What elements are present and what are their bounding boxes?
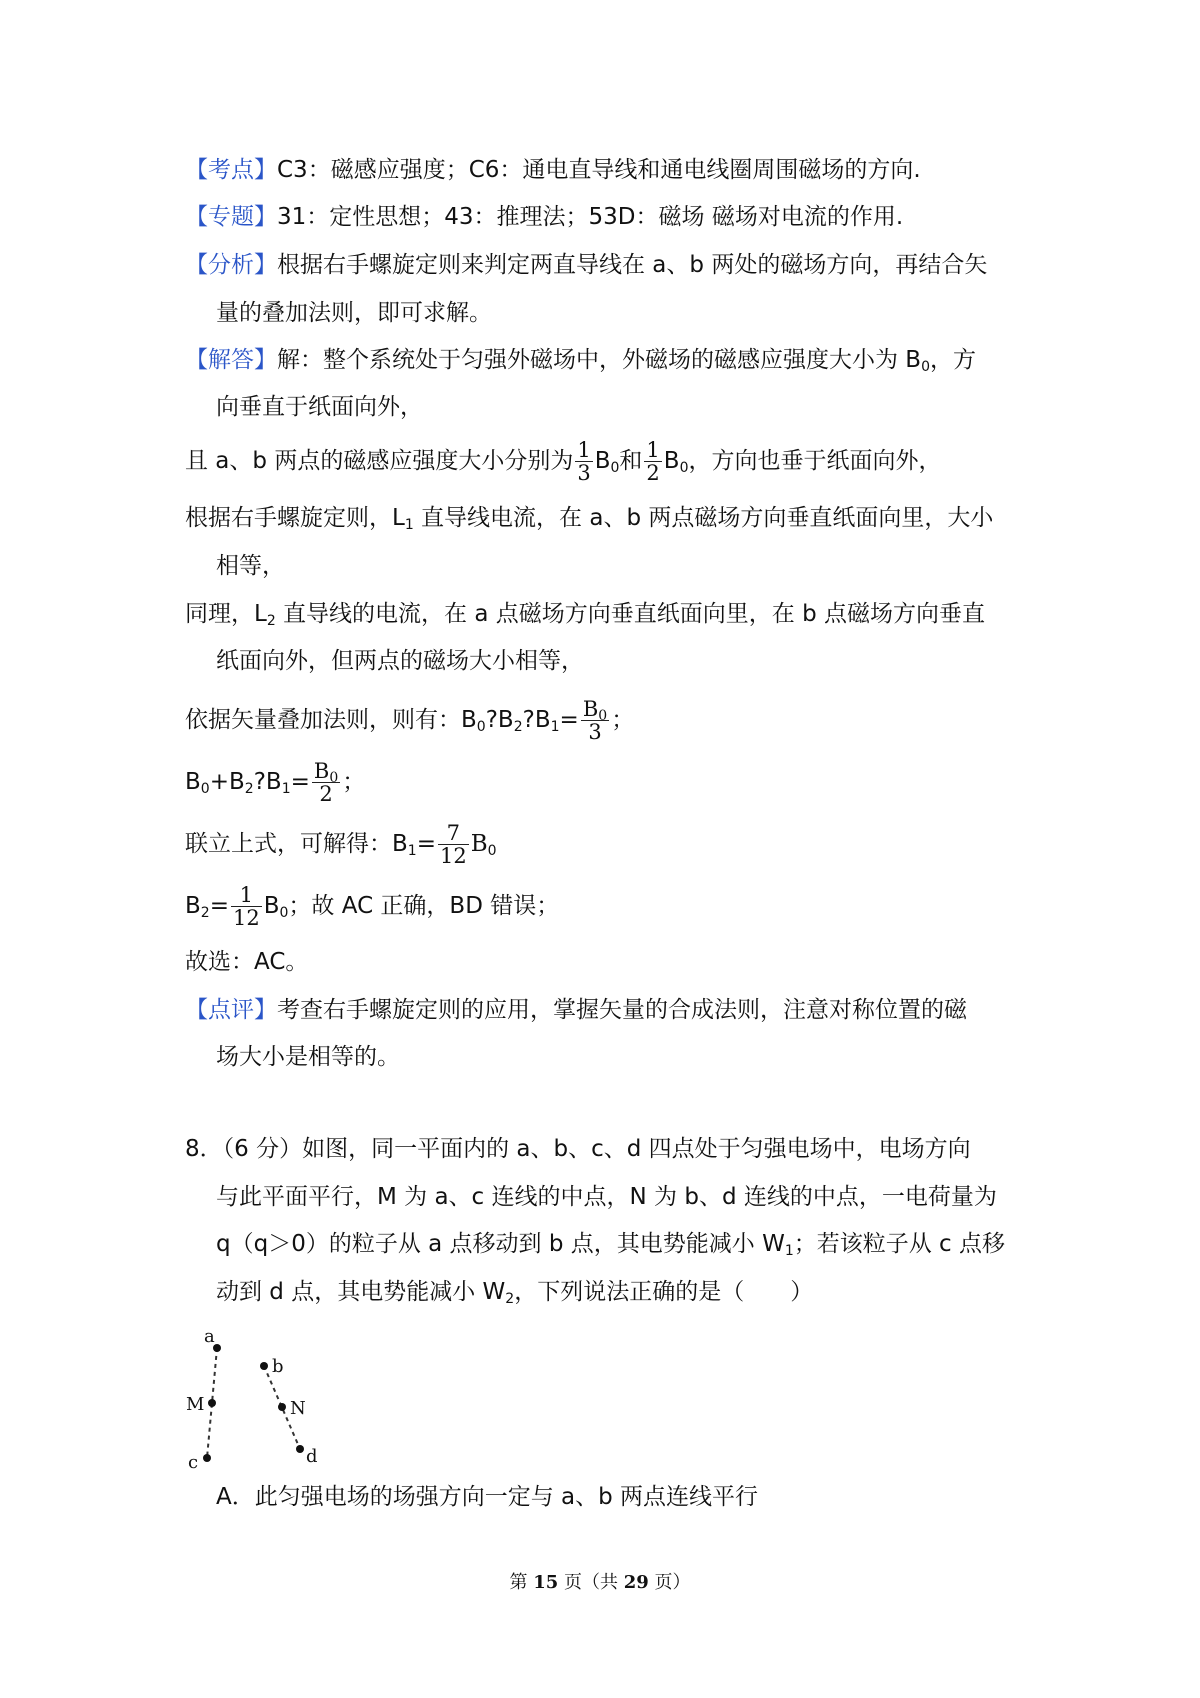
fenxi-line-2 — [216, 299, 492, 327]
dianping-text-2: 场大小是相等的。 — [216, 1044, 400, 1070]
question-8-text-3a: q（q＞0）的粒子从 a 点移动到 b 点，其电势能减小 W — [216, 1231, 785, 1257]
equation-1 — [185, 698, 634, 743]
jieda-text-3b: B — [594, 448, 611, 474]
fraction-numerator — [581, 697, 609, 724]
fraction-denominator: 3 — [577, 461, 591, 485]
jieda-text-2: 向垂直于纸面向外， — [216, 394, 423, 420]
equation-2 — [185, 760, 365, 805]
jieda-text-3a: 且 a、b 两点的磁感应强度大小分别为 — [185, 448, 574, 474]
fraction-numerator-sub: 0 — [329, 770, 339, 786]
footer-pre: 第 — [509, 1572, 534, 1593]
eq4-equals: = — [209, 893, 229, 919]
point-n — [278, 1403, 286, 1411]
eq2-term: B — [185, 769, 201, 795]
jieda-sub-3b: 0 — [679, 460, 689, 476]
eq1-sub: 0 — [476, 719, 486, 735]
question-8-line-3 — [216, 1230, 1005, 1258]
zhuanti-line — [185, 203, 903, 231]
label-a: a — [204, 1330, 215, 1347]
eq4-sub: 2 — [200, 905, 210, 921]
point-b — [260, 1362, 268, 1370]
eq1-sub: 2 — [513, 719, 523, 735]
points-figure — [180, 1330, 330, 1470]
eq2-equals: = — [290, 769, 310, 795]
eq1-end: ； — [611, 707, 635, 733]
equation-3 — [185, 822, 497, 867]
answer-text: 故选：AC。 — [185, 949, 309, 975]
label-n: N — [290, 1398, 306, 1419]
dianping-tag: 【点评】 — [185, 997, 277, 1023]
footer-post: 页） — [648, 1572, 691, 1593]
eq4-term: B — [263, 893, 280, 919]
eq4-conclusion: ；故 AC 正确，BD 错误； — [288, 893, 560, 919]
eq1-term: ?B — [522, 707, 551, 733]
question-8-text-2: 与此平面平行，M 为 a、c 连线的中点，N 为 b、d 连线的中点，一电荷量为 — [216, 1184, 997, 1210]
jieda-line-6 — [185, 600, 985, 628]
eq3-tail-sub: 0 — [487, 843, 497, 859]
eq4-term: B — [185, 893, 201, 919]
zhuanti-text: 31：定性思想；43：推理法；53D：磁场 磁场对电流的作用. — [277, 204, 904, 230]
question-8-line-1 — [185, 1135, 971, 1163]
fraction-numerator: 7 — [446, 821, 461, 845]
fraction-numerator: 1 — [646, 438, 660, 462]
jieda-text-4b: 直导线电流，在 a、b 两点磁场方向垂直纸面向里，大小 — [413, 505, 994, 531]
point-d — [296, 1445, 304, 1453]
jieda-text-1a: 解：整个系统处于匀强外磁场中，外磁场的磁感应强度大小为 B — [277, 347, 922, 373]
eq2-sub: 0 — [200, 781, 210, 797]
fraction-numerator-sub: 0 — [598, 708, 608, 724]
eq1-equals: = — [559, 707, 579, 733]
jieda-tag: 【解答】 — [185, 347, 277, 373]
fraction-7-over-12 — [438, 822, 469, 867]
question-8-text-3b: ；若该粒子从 c 点移 — [793, 1231, 1006, 1257]
fraction-b0-over-2 — [312, 760, 340, 805]
point-m — [208, 1399, 216, 1407]
fraction-one-third — [575, 439, 592, 484]
jieda-sub-6: 2 — [266, 613, 276, 629]
eq3-tail: B — [470, 831, 488, 857]
fraction-denominator: 2 — [646, 461, 660, 485]
eq3-prefix: 联立上式，可解得：B — [185, 831, 408, 857]
eq2-term: ?B — [253, 769, 282, 795]
fraction-denominator: 12 — [232, 906, 260, 930]
answer-line — [185, 948, 308, 976]
jieda-text-6b: 直导线的电流，在 a 点磁场方向垂直纸面向里，在 b 点磁场方向垂直 — [275, 601, 985, 627]
question-8-text-4a: 动到 d 点，其电势能减小 W — [216, 1279, 506, 1305]
eq3-equals: = — [416, 831, 436, 857]
eq4-sub: 0 — [279, 905, 289, 921]
option-a-text: A．此匀强电场的场强方向一定与 a、b 两点连线平行 — [216, 1484, 759, 1510]
jieda-text-1b: ，方 — [930, 347, 977, 373]
jieda-sub-1: 0 — [921, 359, 931, 375]
eq2-term: +B — [209, 769, 245, 795]
fraction-denominator: 12 — [439, 844, 467, 868]
fenxi-line-1 — [185, 251, 987, 279]
fenxi-tag: 【分析】 — [185, 252, 277, 278]
fraction-numerator: 1 — [239, 883, 254, 907]
fraction-numerator: 1 — [577, 438, 591, 462]
jieda-line-3 — [185, 439, 941, 484]
fraction-b0-over-3 — [581, 698, 609, 743]
fraction-denominator: 2 — [312, 782, 340, 805]
dianping-text-1: 考查右手螺旋定则的应用，掌握矢量的合成法则，注意对称位置的磁 — [277, 997, 967, 1023]
fraction-numerator — [312, 759, 340, 786]
eq2-end: ； — [342, 769, 366, 795]
jieda-line-1 — [185, 346, 976, 374]
label-d: d — [306, 1446, 318, 1467]
label-c: c — [188, 1452, 199, 1470]
eq3-sub: 1 — [407, 843, 417, 859]
kaodian-line — [185, 156, 921, 184]
footer-mid: 页（共 — [558, 1572, 624, 1593]
question-8-sub-3: 1 — [784, 1243, 794, 1259]
question-8-text-4b: ，下列说法正确的是（ ） — [514, 1279, 814, 1305]
zhuanti-tag: 【专题】 — [185, 204, 277, 230]
jieda-text-4a: 根据右手螺旋定则，L — [185, 505, 405, 531]
label-b: b — [272, 1356, 284, 1377]
fraction-numerator-text: B — [582, 697, 599, 721]
eq1-term: ?B — [485, 707, 514, 733]
eq2-sub: 2 — [244, 781, 254, 797]
jieda-line-5 — [216, 552, 285, 580]
kaodian-tag: 【考点】 — [185, 157, 277, 183]
eq1-prefix: 依据矢量叠加法则，则有： — [185, 707, 461, 733]
jieda-line-7 — [216, 647, 584, 675]
jieda-line-2 — [216, 393, 423, 421]
question-8-sub-4: 2 — [505, 1291, 515, 1307]
option-a-line — [216, 1483, 758, 1511]
question-8-line-2 — [216, 1183, 997, 1211]
fenxi-text-2: 量的叠加法则，即可求解。 — [216, 300, 492, 326]
jieda-text-3d: B — [663, 448, 680, 474]
dianping-line-1 — [185, 996, 967, 1024]
fraction-one-half — [644, 439, 661, 484]
dianping-line-2 — [216, 1043, 400, 1071]
jieda-text-7: 纸面向外，但两点的磁场大小相等， — [216, 648, 584, 674]
point-c — [203, 1454, 211, 1462]
jieda-text-6a: 同理，L — [185, 601, 267, 627]
kaodian-text: C3：磁感应强度；C6：通电直导线和通电线圈周围磁场的方向. — [277, 157, 921, 183]
fraction-denominator: 3 — [581, 720, 609, 743]
equation-4 — [185, 884, 559, 929]
eq2-sub: 1 — [281, 781, 291, 797]
question-8-text-1: 8．（6 分）如图，同一平面内的 a、b、c、d 四点处于匀强电场中，电场方向 — [185, 1136, 971, 1162]
jieda-text-3c: 和 — [619, 448, 643, 474]
footer-page-number: 15 — [533, 1572, 559, 1593]
page-footer — [0, 1568, 1200, 1594]
footer-total-pages: 29 — [623, 1572, 649, 1593]
question-8-line-4 — [216, 1278, 813, 1306]
jieda-sub-4: 1 — [404, 517, 414, 533]
fenxi-text-1: 根据右手螺旋定则来判定两直导线在 a、b 两处的磁场方向，再结合矢 — [277, 252, 988, 278]
jieda-line-4 — [185, 504, 993, 532]
jieda-text-5: 相等， — [216, 553, 285, 579]
jieda-text-3e: ，方向也垂于纸面向外， — [688, 448, 942, 474]
fraction-numerator-text: B — [313, 759, 330, 783]
fraction-1-over-12 — [231, 884, 262, 929]
jieda-sub-3a: 0 — [610, 460, 620, 476]
eq1-term: B — [461, 707, 477, 733]
eq1-sub: 1 — [550, 719, 560, 735]
label-m: M — [186, 1394, 205, 1415]
